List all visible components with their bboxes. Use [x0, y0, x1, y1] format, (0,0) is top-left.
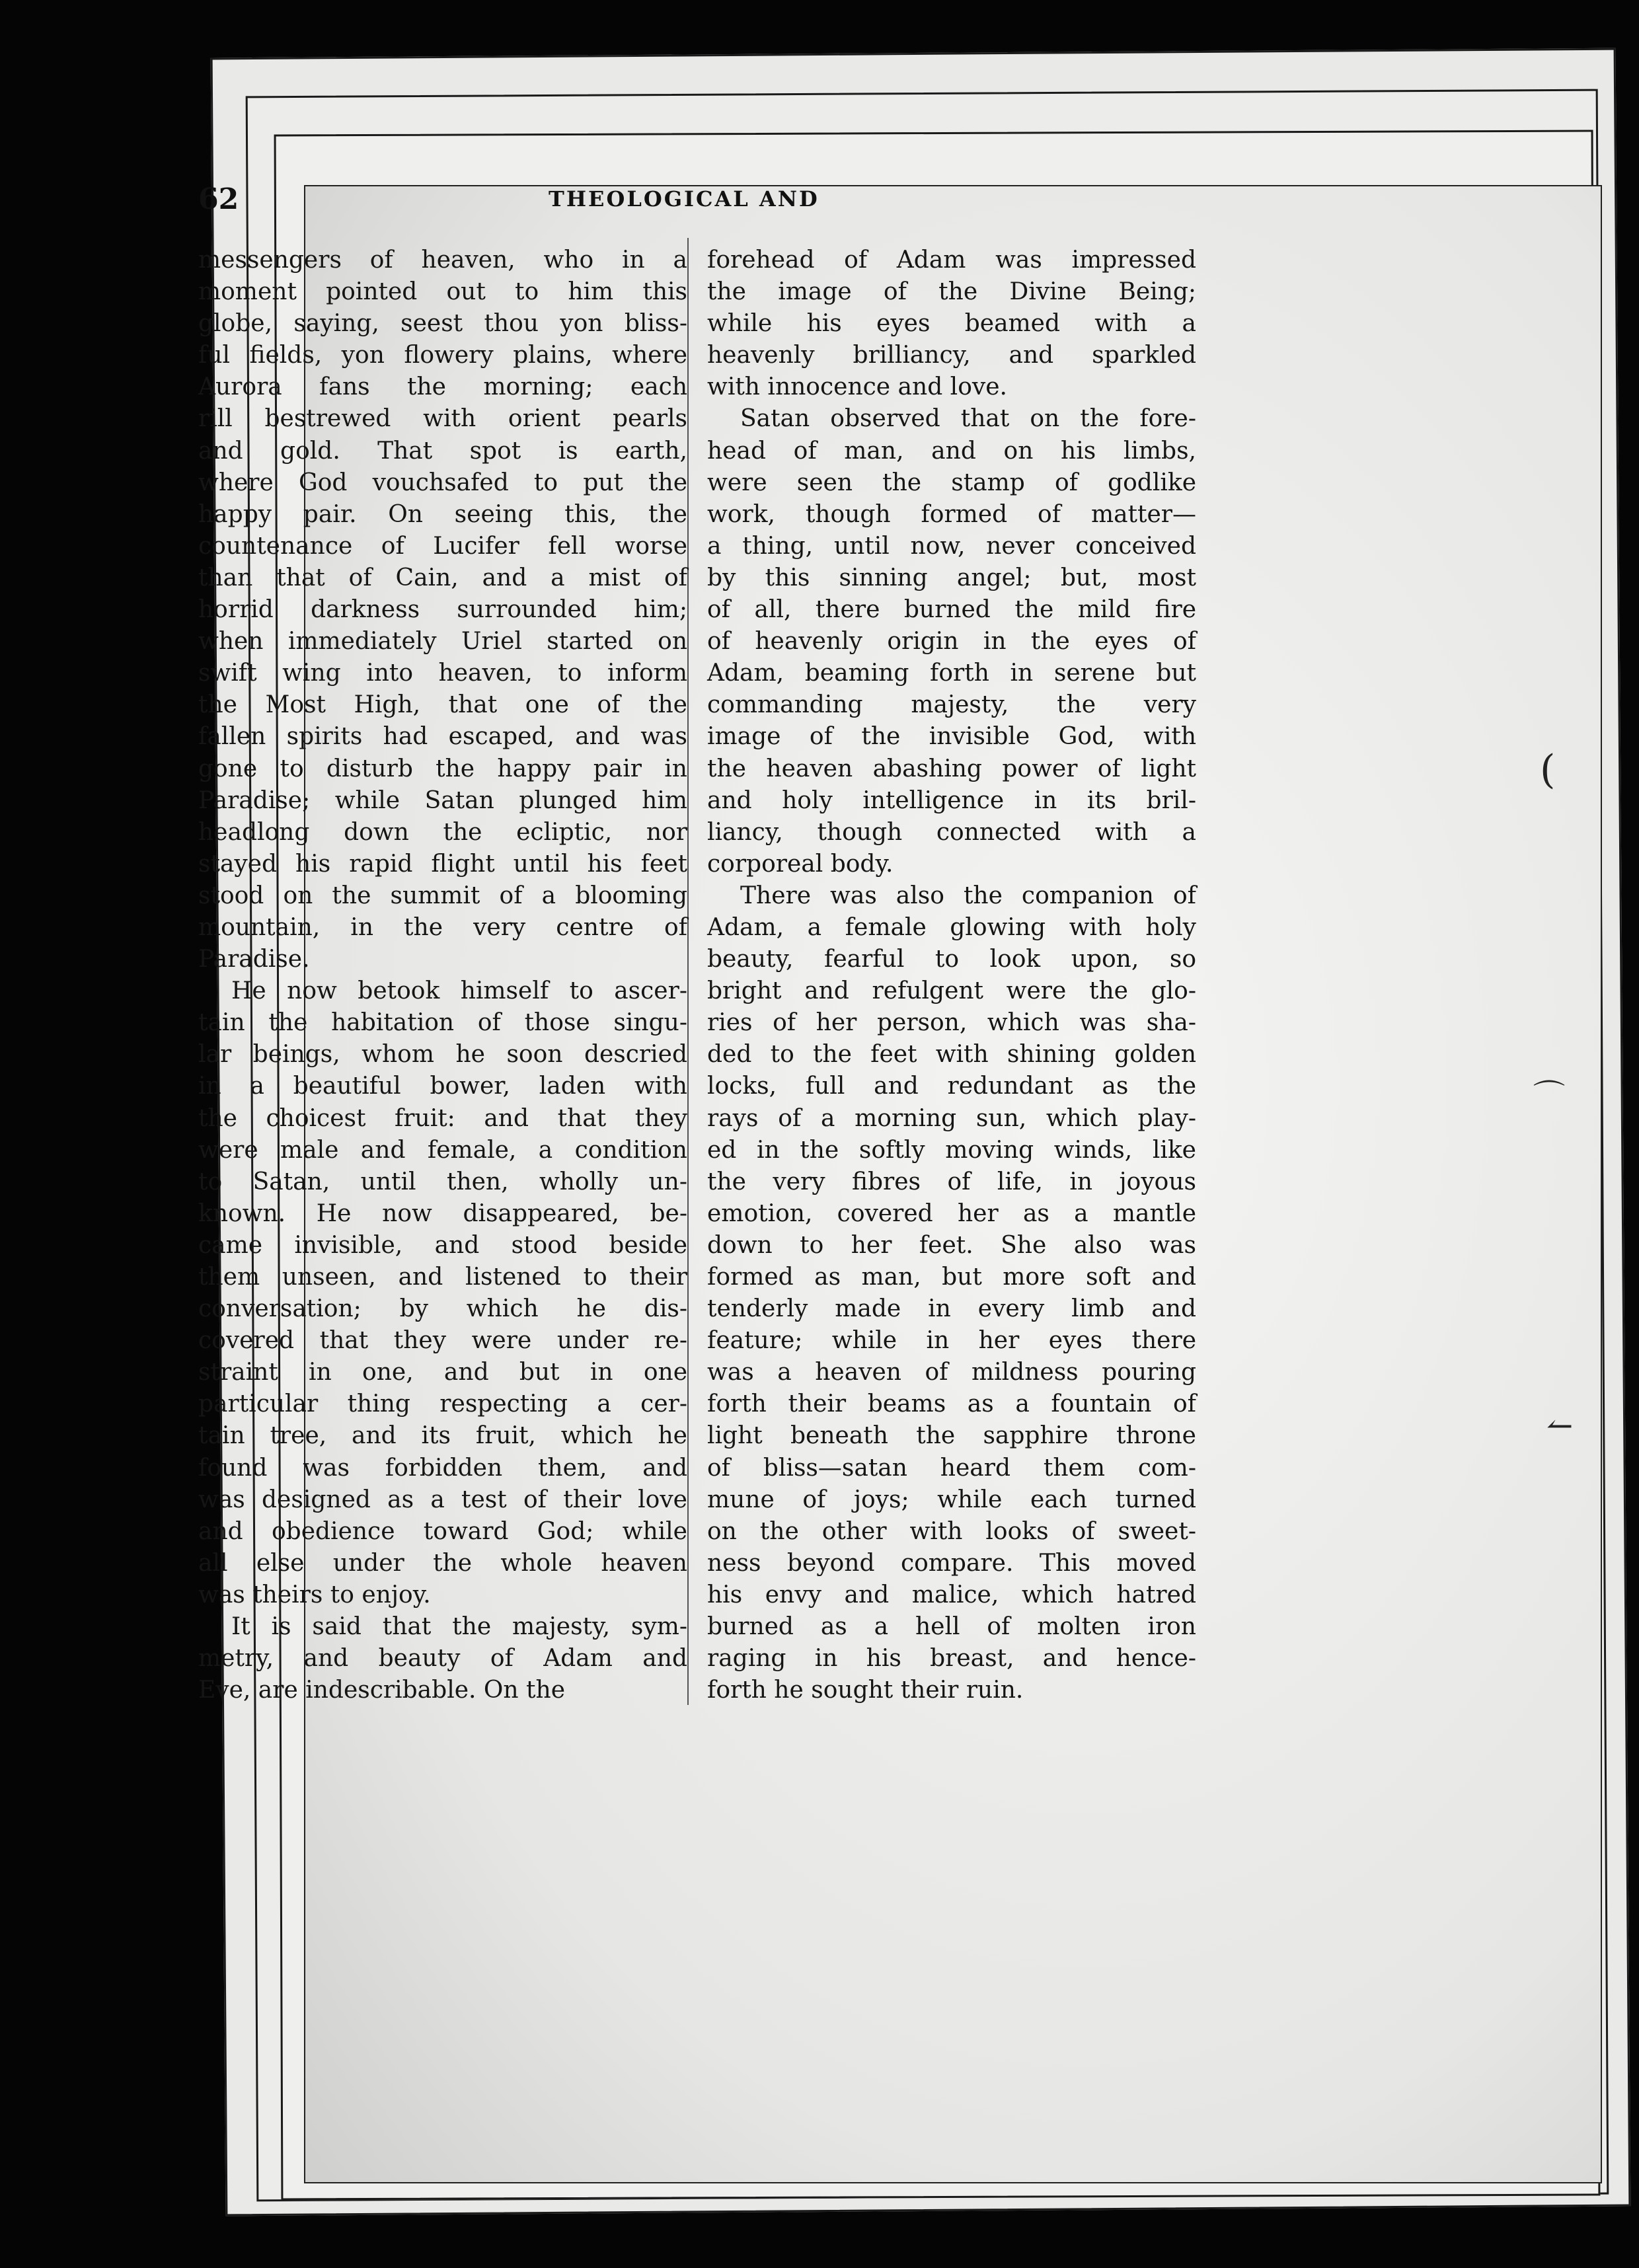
text-line: of heavenly origin in the eyes of	[707, 628, 1196, 656]
text-line: forehead of Adam was impressed	[707, 246, 1196, 274]
text-line: liancy, though connected with a	[707, 818, 1196, 846]
text-line: were seen the stamp of godlike	[707, 469, 1196, 496]
text-line: when immediately Uriel started on	[198, 628, 687, 656]
text-line: forth their beams as a fountain of	[707, 1390, 1196, 1418]
text-line: moment pointed out to him this	[198, 278, 687, 306]
text-line: Paradise; while Satan plunged him	[198, 786, 687, 814]
text-line: stood on the summit of a blooming	[198, 882, 687, 909]
margin-mark: ⌒	[1533, 1078, 1566, 1115]
text-line: was designed as a test of their love	[198, 1486, 687, 1513]
text-line: corporeal body.	[707, 850, 894, 878]
text-line: the very fibres of life, in joyous	[707, 1168, 1196, 1195]
text-line: on the other with looks of sweet-	[707, 1517, 1196, 1545]
text-line: stayed his rapid flight until his feet	[198, 850, 687, 878]
text-line: lar beings, whom he soon descried	[198, 1041, 687, 1069]
text-line: of bliss—satan heard them com-	[707, 1454, 1196, 1482]
running-title: THEOLOGICAL AND	[549, 186, 820, 211]
text-line: particular thing respecting a cer-	[198, 1390, 687, 1418]
text-line: raging in his breast, and hence-	[707, 1645, 1196, 1673]
text-line: gone to disturb the happy pair in	[198, 755, 687, 782]
page-number: 62	[198, 182, 239, 216]
text-line: where God vouchsafed to put the	[198, 469, 687, 496]
text-line: the choicest fruit: and that they	[198, 1104, 687, 1132]
text-line: straint in one, and but in one	[198, 1359, 687, 1386]
text-line: to Satan, until then, wholly un-	[198, 1168, 687, 1195]
text-line: the heaven abashing power of light	[707, 755, 1196, 782]
text-line: headlong down the ecliptic, nor	[198, 818, 687, 846]
text-line: were male and female, a condition	[198, 1136, 687, 1164]
text-line: and holy intelligence in its bril-	[707, 786, 1196, 814]
text-line: ful fields, yon flowery plains, where	[198, 342, 687, 369]
text-line: He now betook himself to ascer-	[231, 977, 687, 1005]
margin-mark: (	[1540, 747, 1556, 793]
text-line: the image of the Divine Being;	[707, 278, 1196, 306]
right-column	[707, 245, 1196, 1706]
text-line: Adam, a female glowing with holy	[707, 913, 1196, 941]
text-line: heavenly brilliancy, and sparkled	[707, 342, 1196, 369]
text-line: ed in the softly moving winds, like	[707, 1136, 1196, 1164]
text-line: conversation; by which he dis-	[198, 1295, 687, 1323]
text-line: of all, there burned the mild fire	[707, 596, 1196, 624]
text-line: Satan observed that on the fore-	[740, 405, 1196, 433]
margin-mark: ↼	[1546, 1408, 1574, 1445]
text-line: with innocence and love.	[707, 373, 1007, 401]
text-line: globe, saying, seest thou yon bliss-	[198, 310, 687, 338]
text-line: head of man, and on his limbs,	[707, 437, 1196, 465]
text-line: a thing, until now, never conceived	[707, 532, 1196, 560]
text-line: was theirs to enjoy.	[198, 1581, 431, 1608]
text-line: tain the habitation of those singu-	[198, 1009, 687, 1037]
text-line: forth he sought their ruin.	[707, 1677, 1024, 1704]
text-line: emotion, covered her as a mantle	[707, 1199, 1196, 1227]
text-line: image of the invisible God, with	[707, 723, 1196, 751]
text-line: countenance of Lucifer fell worse	[198, 532, 687, 560]
text-line: messengers of heaven, who in a	[198, 246, 687, 274]
running-head	[198, 182, 1216, 222]
text-line: all else under the whole heaven	[198, 1549, 687, 1577]
text-line: ries of her person, which was sha-	[707, 1009, 1196, 1037]
text-line: light beneath the sapphire throne	[707, 1422, 1196, 1450]
text-line: than that of Cain, and a mist of	[198, 564, 687, 591]
text-line: Paradise.	[198, 946, 310, 973]
text-line: ded to the feet with shining golden	[707, 1041, 1196, 1069]
text-line: down to her feet. She also was	[707, 1231, 1196, 1259]
text-line: tenderly made in every limb and	[707, 1295, 1196, 1323]
text-line: bright and refulgent were the glo-	[707, 977, 1196, 1005]
text-line: Adam, beaming forth in serene but	[707, 660, 1196, 687]
text-line: locks, full and redundant as the	[707, 1073, 1196, 1100]
text-line: known. He now disappeared, be-	[198, 1199, 687, 1227]
text-line: There was also the companion of	[740, 882, 1196, 909]
text-line: feature; while in her eyes there	[707, 1327, 1196, 1355]
text-line: metry, and beauty of Adam and	[198, 1645, 687, 1673]
text-line: work, though formed of matter—	[707, 500, 1196, 528]
text-line: the Most High, that one of the	[198, 691, 687, 719]
text-line: happy pair. On seeing this, the	[198, 500, 687, 528]
text-line: was a heaven of mildness pouring	[707, 1359, 1196, 1386]
text-line: while his eyes beamed with a	[707, 310, 1196, 338]
column-rule	[687, 238, 689, 1705]
text-line: Aurora fans the morning; each	[198, 373, 687, 401]
text-line: mune of joys; while each turned	[707, 1486, 1196, 1513]
text-line: tain tree, and its fruit, which he	[198, 1422, 687, 1450]
text-line: in a beautiful bower, laden with	[198, 1073, 687, 1100]
text-line: them unseen, and listened to their	[198, 1264, 687, 1291]
text-line: formed as man, but more soft and	[707, 1264, 1196, 1291]
text-line: Eve, are indescribable. On the	[198, 1677, 565, 1704]
text-line: covered that they were under re-	[198, 1327, 687, 1355]
left-column	[198, 245, 687, 1706]
text-line: by this sinning angel; but, most	[707, 564, 1196, 591]
text-line: It is said that the majesty, sym-	[231, 1613, 687, 1641]
text-line: came invisible, and stood beside	[198, 1231, 687, 1259]
text-line: beauty, fearful to look upon, so	[707, 946, 1196, 973]
text-line: mountain, in the very centre of	[198, 913, 687, 941]
text-line: and gold. That spot is earth,	[198, 437, 687, 465]
text-line: rill bestrewed with orient pearls	[198, 405, 687, 433]
text-line: swift wing into heaven, to inform	[198, 660, 687, 687]
text-line: fallen spirits had escaped, and was	[198, 723, 687, 751]
text-line: ness beyond compare. This moved	[707, 1549, 1196, 1577]
text-line: commanding majesty, the very	[707, 691, 1196, 719]
text-line: his envy and malice, which hatred	[707, 1581, 1196, 1608]
text-line: burned as a hell of molten iron	[707, 1613, 1196, 1641]
text-line: found was forbidden them, and	[198, 1454, 687, 1482]
text-line: and obedience toward God; while	[198, 1517, 687, 1545]
text-line: rays of a morning sun, which play-	[707, 1104, 1196, 1132]
text-line: horrid darkness surrounded him;	[198, 596, 687, 624]
